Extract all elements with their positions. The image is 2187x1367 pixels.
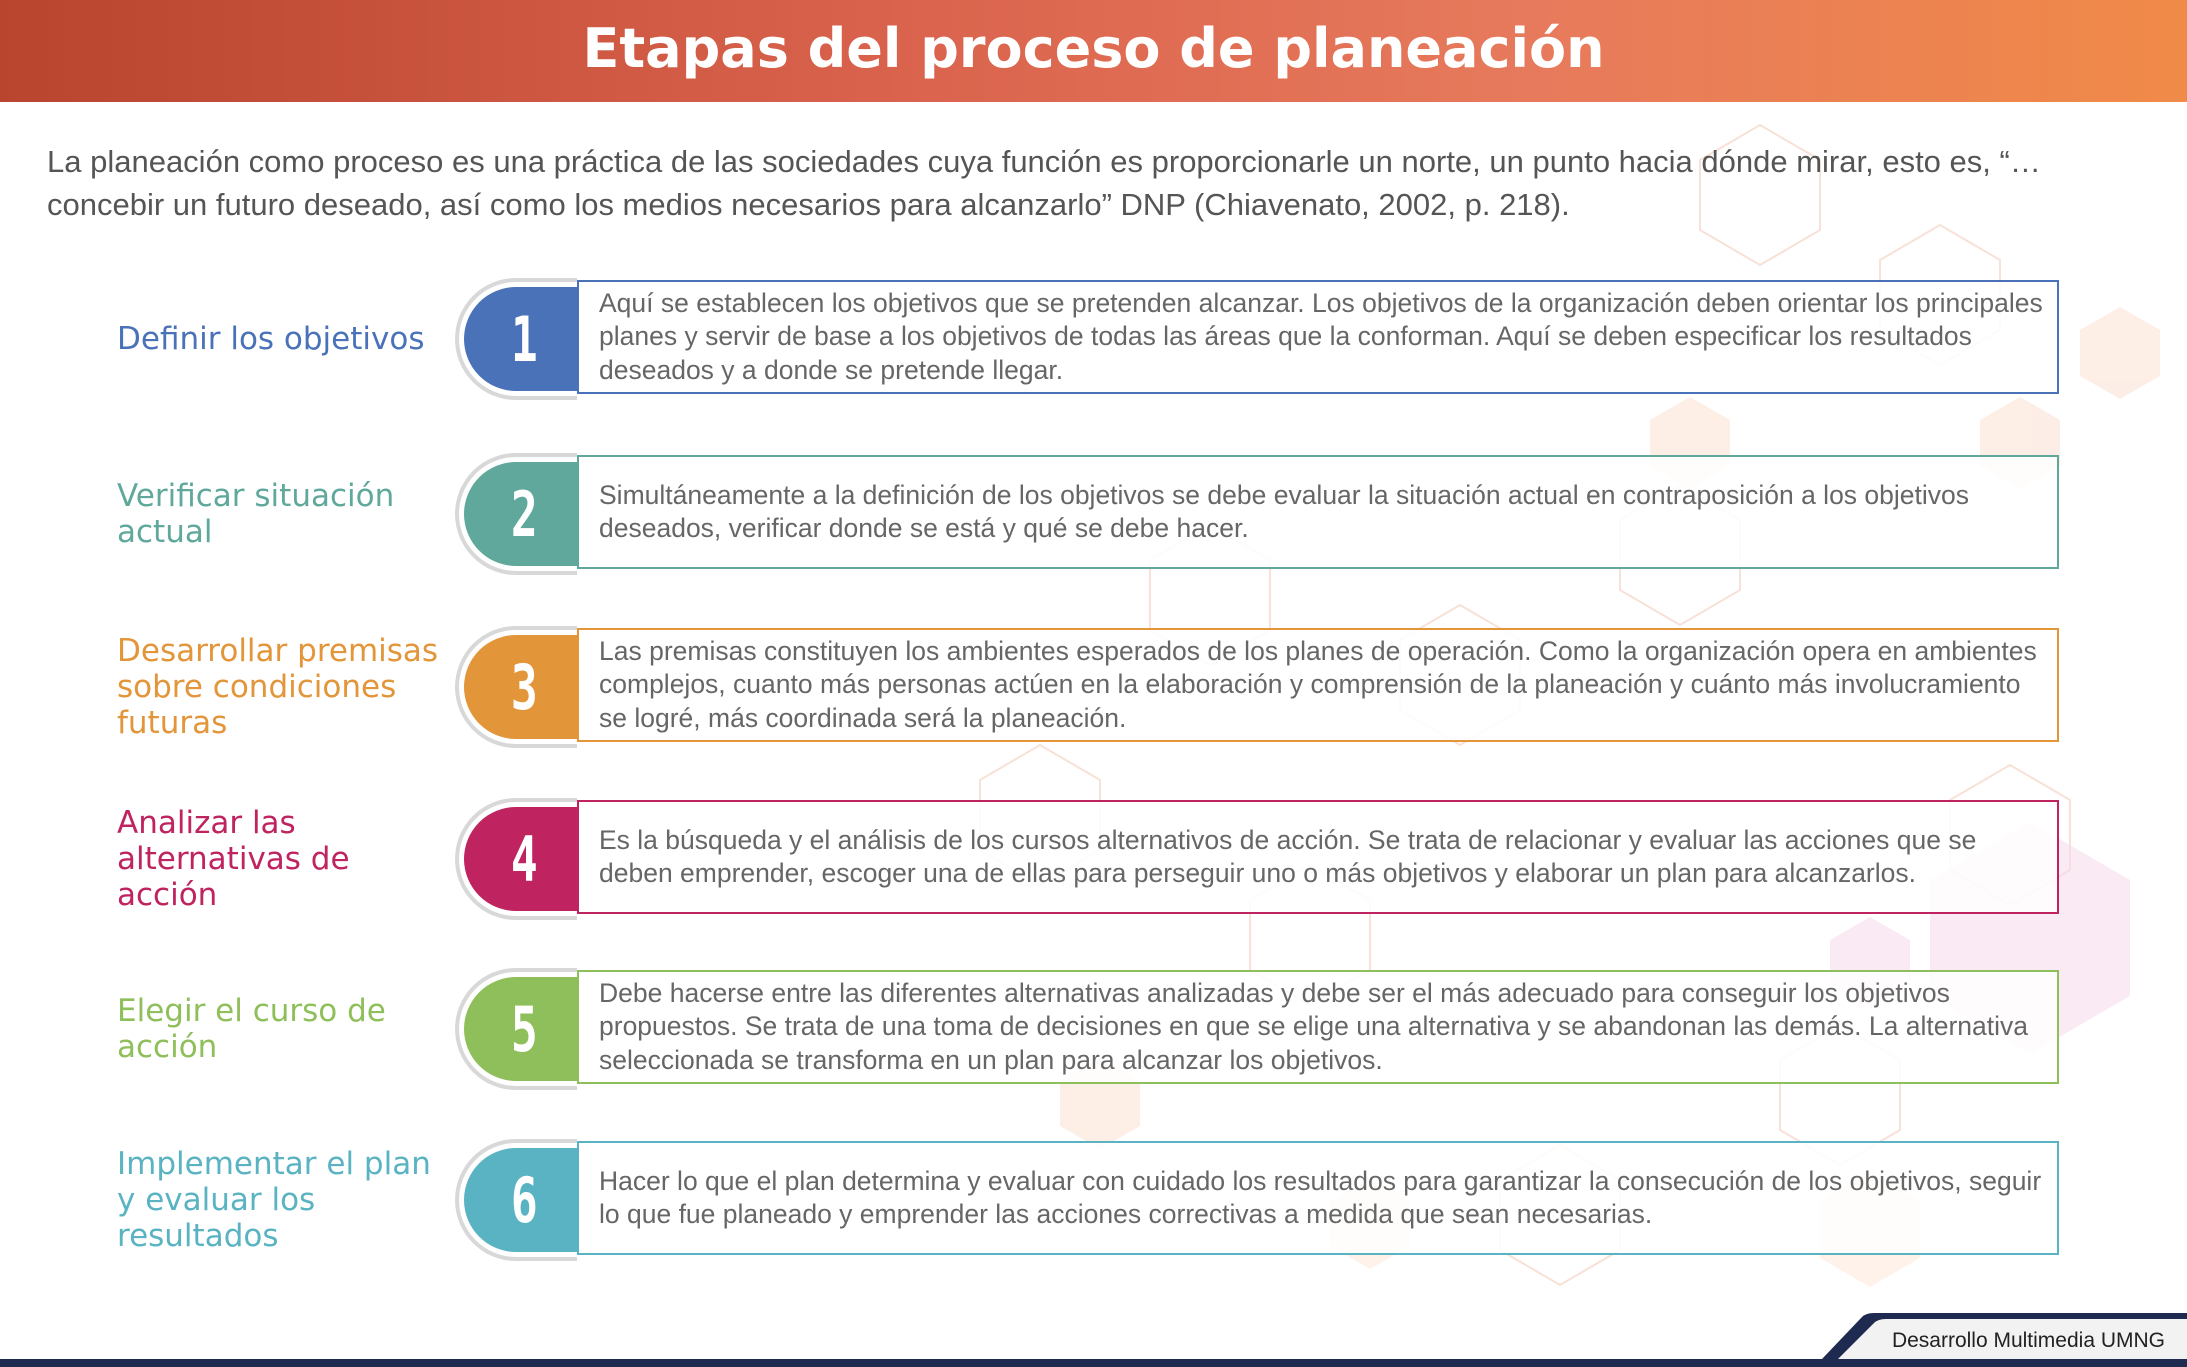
step-2-description: Simultáneamente a la definición de los objetivos se debe evaluar la situación actual en contraposición a los objetivos deseados, verificar donde se está y qué se debe hacer. bbox=[599, 479, 1970, 543]
step-5-description: Debe hacerse entre las diferentes alternativas analizadas y debe ser el más adecuado para conseguir los objetivos propuestos. Se trata de una toma de decisiones en que se elige una alternativa y se abandonan las demás. La alternativa seleccionada se transforma en un plan para alcanzar los objetivos. bbox=[599, 977, 2029, 1075]
step-2 bbox=[0, 453, 2187, 575]
footer-bar bbox=[0, 1359, 2187, 1367]
page-title: Etapas del proceso de planeación bbox=[582, 17, 1605, 80]
step-3-number: 3 bbox=[510, 650, 538, 724]
step-5-number: 5 bbox=[510, 992, 538, 1066]
step-6-number-badge bbox=[455, 1139, 577, 1261]
header-banner bbox=[0, 0, 2187, 102]
step-3-description: Las premisas constituyen los ambientes esperados de los planes de operación. Como la organización opera en ambientes complejos, cuanto más personas actúen en la elaboración y comprensión de la planeación y cuánto más involucramiento se logré, más coordinada será la planeación. bbox=[599, 635, 2037, 733]
step-1-number: 1 bbox=[510, 302, 538, 376]
step-2-label: Verificar situación actual bbox=[117, 478, 395, 550]
step-1-number-fill bbox=[464, 287, 577, 391]
step-6-description-box bbox=[577, 1141, 2059, 1255]
step-2-number: 2 bbox=[510, 477, 538, 551]
step-1-number-badge bbox=[455, 278, 577, 400]
step-3-description-box bbox=[577, 628, 2059, 742]
step-6-label: Implementar el plan y evaluar los resultados bbox=[117, 1146, 431, 1254]
step-6-number-fill bbox=[464, 1148, 577, 1252]
step-2-description-box bbox=[577, 455, 2059, 569]
step-1-description: Aquí se establecen los objetivos que se pretenden alcanzar. Los objetivos de la organización deben orientar los principales planes y servir de base a los objetivos de todas las áreas que la conforman. Aquí se deben especificar los resultados deseados y a donde se pretende llegar. bbox=[599, 287, 2043, 385]
step-4-number-fill bbox=[464, 807, 577, 911]
step-5-label: Elegir el curso de acción bbox=[117, 993, 386, 1065]
step-5-number-fill bbox=[464, 977, 577, 1081]
step-4-label: Analizar las alternativas de acción bbox=[117, 805, 350, 913]
step-3 bbox=[0, 626, 2187, 748]
step-6-number: 6 bbox=[510, 1163, 538, 1237]
step-2-number-fill bbox=[464, 462, 577, 566]
step-4 bbox=[0, 798, 2187, 920]
step-3-number-badge bbox=[455, 626, 577, 748]
step-6 bbox=[0, 1139, 2187, 1261]
step-4-description-box bbox=[577, 800, 2059, 914]
step-5 bbox=[0, 968, 2187, 1090]
footer-credit: Desarrollo Multimedia UMNG bbox=[1891, 1329, 2165, 1352]
step-4-number-badge bbox=[455, 798, 577, 920]
step-6-description: Hacer lo que el plan determina y evaluar con cuidado los resultados para garantizar la consecución de los objetivos, seguir lo que fue planeado y emprender las acciones correctivas a medida que sean necesarias. bbox=[599, 1165, 2042, 1229]
step-5-number-badge bbox=[455, 968, 577, 1090]
step-3-label: Desarrollar premisas sobre condiciones futuras bbox=[117, 633, 439, 741]
step-3-number-fill bbox=[464, 635, 577, 739]
step-5-description-box bbox=[577, 970, 2059, 1084]
intro-paragraph: La planeación como proceso es una práctica de las sociedades cuya función es proporcionarle un norte, un punto hacia dónde mirar, esto es, “…concebir un futuro deseado, así como los medios necesarios para alcanzarlo” DNP (Chiavenato, 2002, p. 218). bbox=[47, 144, 2041, 222]
step-1-description-box bbox=[577, 280, 2059, 394]
step-4-number: 4 bbox=[510, 822, 538, 896]
step-2-number-badge bbox=[455, 453, 577, 575]
step-1 bbox=[0, 278, 2187, 400]
step-4-description: Es la búsqueda y el análisis de los cursos alternativos de acción. Se trata de relacionar y evaluar las acciones que se deben emprender, escoger una de ellas para perseguir uno o más objetivos y elaborar un plan para alcanzarlos. bbox=[599, 824, 1977, 888]
step-1-label: Definir los objetivos bbox=[117, 321, 425, 357]
